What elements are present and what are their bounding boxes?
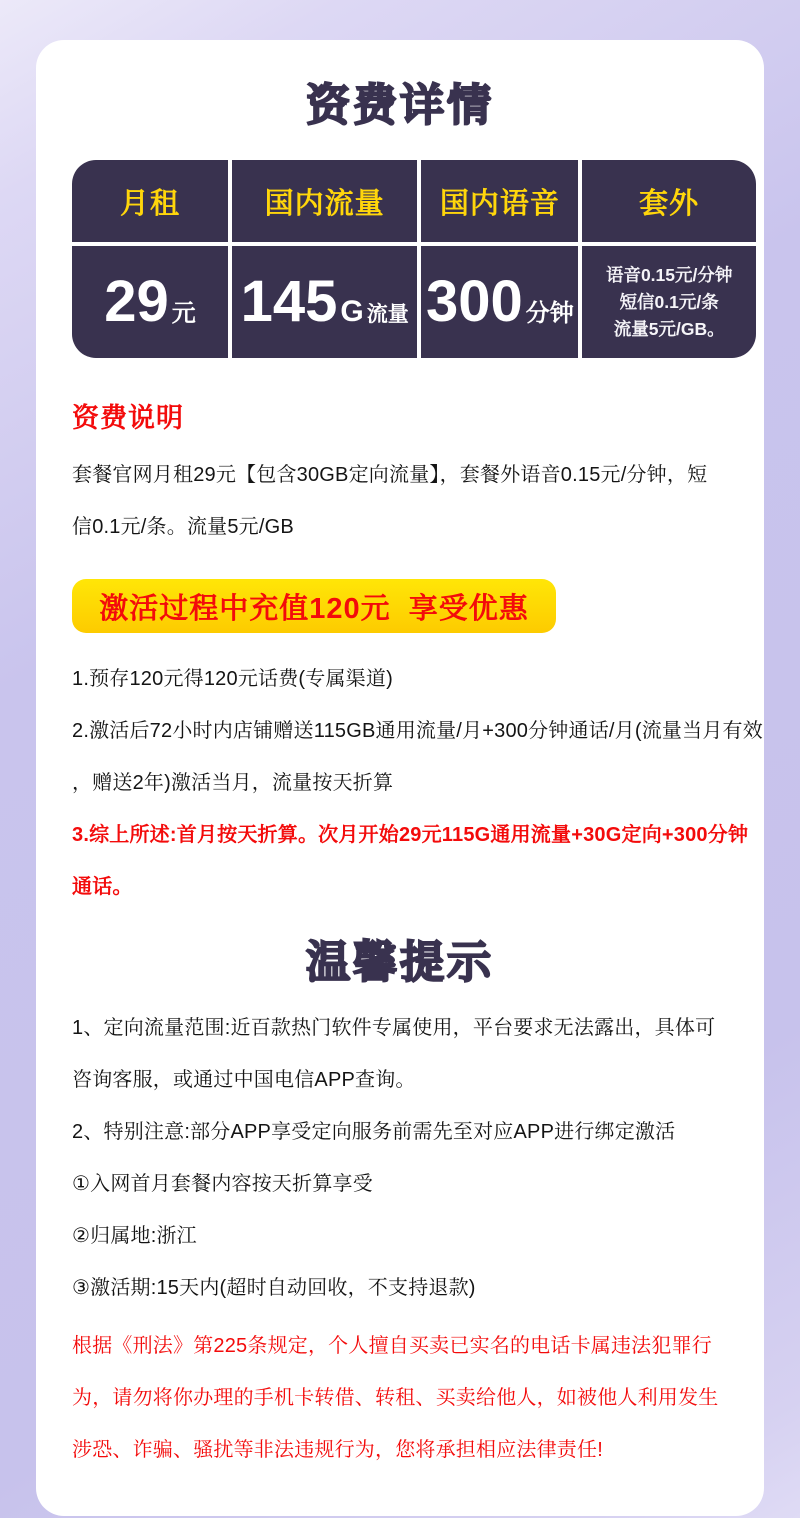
tips-title: 温馨提示	[306, 938, 494, 988]
table-header-domestic-voice: 国内语音	[421, 160, 578, 242]
table-cell-data-allowance	[232, 246, 417, 358]
voice-value: 300	[425, 269, 523, 335]
activation-note-line-emphasis: 3.综上所述:首月按天折算。次月开始29元115G通用流量+30G定向+300分钟	[72, 824, 749, 847]
table-header-out-of-plan: 套外	[582, 160, 756, 242]
voice-unit: 分钟	[525, 300, 574, 328]
tip-line: 咨询客服，或通过中国电信APP查询。	[72, 1068, 416, 1091]
legal-line: 涉恐、诈骗、骚扰等非法违规行为，您将承担相应法律责任!	[72, 1438, 603, 1461]
activation-note-line: 2.激活后72小时内店铺赠送115GB通用流量/月+300分钟通话/月(流量当月有效	[72, 720, 763, 743]
out-of-plan-voice-rate: 语音0.15元/分钟	[605, 264, 733, 285]
legal-line: 根据《刑法》第225条规定，个人擅自买卖已实名的电话卡属违法犯罪行	[72, 1334, 712, 1357]
fee-note-line: 信0.1元/条。流量5元/GB	[72, 516, 294, 539]
table-header-domestic-data: 国内流量	[232, 160, 417, 242]
monthly-fee-unit: 元	[171, 300, 196, 328]
tip-line: 2、特别注意:部分APP享受定向服务前需先至对应APP进行绑定激活	[72, 1120, 676, 1143]
fee-note-line: 套餐官网月租29元【包含30GB定向流量】，套餐外语音0.15元/分钟，短	[72, 464, 708, 487]
fee-note-paragraph	[72, 449, 728, 553]
pricing-card	[36, 40, 764, 1516]
tips-list	[72, 1002, 728, 1314]
table-cell-voice	[421, 246, 578, 358]
tip-line: 1、定向流量范围:近百款热门软件专属使用，平台要求无法露出，具体可	[72, 1016, 716, 1039]
legal-warning	[72, 1320, 728, 1476]
data-allowance-label: 流量	[366, 303, 409, 327]
tip-line: ③激活期:15天内(超时自动回收，不支持退款)	[72, 1276, 476, 1299]
tip-line: ②归属地:浙江	[72, 1224, 197, 1247]
recharge-promo-text: 激活过程中充值120元 享受优惠	[99, 592, 529, 625]
data-allowance-unit: G	[340, 295, 364, 329]
plan-table	[72, 160, 756, 358]
legal-line: 为，请勿将你办理的手机卡转借、转租、买卖给他人，如被他人利用发生	[72, 1386, 719, 1409]
data-allowance-value: 145	[240, 269, 338, 335]
out-of-plan-sms-rate: 短信0.1元/条	[619, 291, 719, 312]
page-title: 资费详情	[306, 81, 494, 130]
out-of-plan-data-rate: 流量5元/GB。	[613, 318, 725, 339]
fee-note-heading: 资费说明	[72, 403, 184, 434]
tip-line: ①入网首月套餐内容按天折算享受	[72, 1172, 373, 1195]
table-cell-monthly-fee	[72, 246, 228, 358]
activation-notes	[72, 653, 763, 913]
monthly-fee-value: 29	[104, 269, 169, 335]
activation-note-line: ，赠送2年)激活当月，流量按天折算	[72, 772, 394, 795]
recharge-promo-banner	[72, 579, 556, 633]
table-header-monthly-fee: 月租	[72, 160, 228, 242]
activation-note-line-emphasis: 通话。	[72, 876, 133, 899]
activation-note-line: 1.预存120元得120元话费(专属渠道)	[72, 668, 393, 691]
table-cell-out-of-plan-rates	[582, 246, 756, 358]
